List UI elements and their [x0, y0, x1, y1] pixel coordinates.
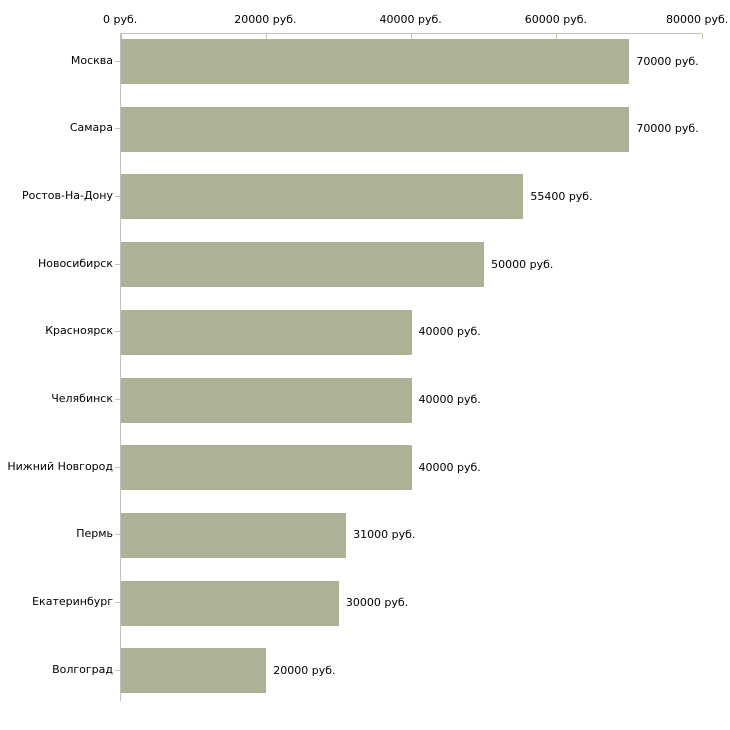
bar-value-label: 40000 руб. [418, 325, 481, 339]
y-axis-tick [115, 467, 120, 468]
bar-value-label: 40000 руб. [418, 460, 481, 474]
bar [121, 513, 346, 558]
bar [121, 378, 412, 423]
y-axis-tick [115, 61, 120, 62]
category-label: Нижний Новгород [7, 459, 113, 473]
bar-value-label: 70000 руб. [636, 54, 699, 68]
plot-area [120, 33, 702, 701]
x-axis-tick-label: 60000 руб. [524, 13, 588, 26]
x-axis-tick-label: 80000 руб. [666, 13, 729, 26]
bar [121, 242, 484, 287]
bar [121, 310, 412, 355]
category-label: Самара [69, 121, 113, 135]
bar-value-label: 40000 руб. [418, 393, 481, 406]
category-label: Новосибирск [37, 256, 113, 270]
category-label: Волгоград [52, 662, 113, 676]
category-label: Москва [70, 53, 113, 67]
bar [121, 648, 266, 693]
y-axis-tick [115, 602, 120, 603]
category-label: Челябинск [51, 392, 113, 405]
y-axis-tick [115, 534, 120, 535]
bar [121, 39, 629, 84]
y-axis-tick [115, 196, 120, 197]
bar [121, 445, 412, 490]
category-label: Пермь [76, 527, 113, 541]
y-axis-tick [115, 264, 120, 265]
category-label: Екатеринбург [32, 595, 113, 609]
x-axis-tick-label: 40000 руб. [379, 13, 442, 26]
bar-value-label: 20000 руб. [273, 663, 336, 677]
y-axis-tick [115, 128, 120, 129]
category-label: Красноярск [45, 324, 113, 338]
bar-value-label: 50000 руб. [491, 257, 554, 271]
category-label: Ростов-На-Дону [21, 188, 113, 202]
bar [121, 581, 339, 626]
bar-value-label: 30000 руб. [345, 596, 409, 610]
bar-value-label: 31000 руб. [353, 528, 416, 542]
y-axis-tick [115, 331, 120, 332]
bar [121, 107, 629, 152]
x-axis-tick-label: 0 руб. [103, 13, 138, 26]
y-axis-tick [115, 399, 120, 400]
y-axis-tick [115, 670, 120, 671]
x-axis-tick [702, 34, 703, 39]
bar-value-label: 55400 руб. [530, 189, 593, 203]
x-axis-tick-label: 20000 руб. [234, 13, 297, 26]
bar [121, 174, 523, 219]
bar-value-label: 70000 руб. [636, 122, 699, 136]
